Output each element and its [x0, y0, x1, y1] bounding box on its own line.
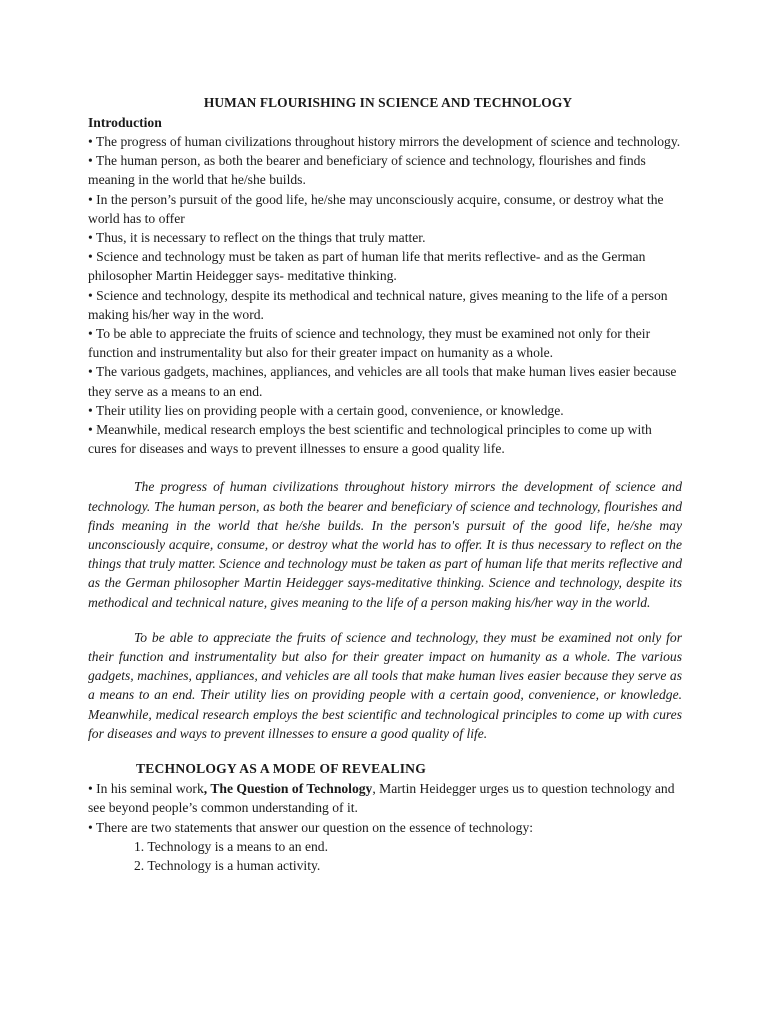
list-item: • In the person’s pursuit of the good life, he/she may unconsciously acquire, consume, or destroy what the world has to offer	[88, 191, 664, 226]
list-item: • Science and technology, despite its methodical and technical nature, gives meaning to the life of a person making his/her way in the word.	[88, 287, 668, 322]
list-item: • Thus, it is necessary to reflect on the things that truly matter.	[88, 230, 426, 246]
list-item	[88, 779, 682, 817]
document-title: HUMAN FLOURISHING IN SCIENCE AND TECHNOLOGY	[203, 95, 573, 110]
list-item: • The progress of human civilizations throughout history mirrors the development of science and technology.	[88, 134, 681, 149]
body-paragraph-2: To be able to appreciate the fruits of science and technology, they must be examined not only for their function and instrumentality but also for their greater impact on humanity as a whole. The various gadgets, machines, appliances, and vehicles are all tools that make human lives easier because they serve as a means to an end. Their utility lies on providing people with a certain good, convenience, or knowledge. Meanwhile, medical research employs the best scientific and technological principles to come up with cures for diseases and ways to prevent illnesses to ensure a good quality of life.	[88, 629, 682, 741]
numbered-list	[88, 837, 682, 875]
section-heading: TECHNOLOGY AS A MODE OF REVEALING	[136, 761, 426, 777]
book-title: , The Question of Technology	[203, 781, 373, 797]
bullet-text: , Martin Heidegger urges us to question technology and see beyond people’s common understanding of it.	[88, 781, 675, 816]
list-item: 2. Technology is a human activity.	[134, 857, 321, 873]
introduction-bullet-list	[88, 132, 682, 458]
introduction-label: Introduction	[88, 115, 162, 130]
section-2-bullet-list	[88, 779, 682, 837]
list-item: • Meanwhile, medical research employs the best scientific and technological principles to come up with cures for diseases and ways to prevent illnesses to ensure a good quality life.	[88, 422, 652, 457]
list-item: • The various gadgets, machines, appliances, and vehicles are all tools that make human lives easier because they serve as a means to an end.	[88, 364, 677, 399]
bullet-text: • In his seminal work	[88, 781, 204, 797]
list-item: • To be able to appreciate the fruits of science and technology, they must be examined not only for their function and instrumentality but also for their greater impact on humanity as a whole.	[88, 326, 651, 361]
body-paragraph-1: The progress of human civilizations throughout history mirrors the development of science and technology. The human person, as both the bearer and beneficiary of science and technology, flourishes and finds meaning in the world that he/she builds. In the person's pursuit of the good life, he/she may unconsciously acquire, consume, or destroy what the world has to offer. It is thus necessary to reflect on the things that truly matter. Science and technology must be taken as part of human life that merits reflective and as the German philosopher Martin Heidegger says-meditative thinking. Science and technology, despite its methodical and technical nature, gives meaning to the life of a person making his/her way in the world.	[88, 479, 682, 610]
list-item: • The human person, as both the bearer and beneficiary of science and technology, flourishes and finds meaning in the world that he/she builds.	[88, 153, 646, 188]
list-item: • Their utility lies on providing people with a certain good, convenience, or knowledge.	[88, 402, 564, 418]
list-item: • There are two statements that answer our question on the essence of technology:	[88, 819, 534, 835]
list-item: • Science and technology must be taken as part of human life that merits reflective- and as the German philosopher Martin Heidegger says- meditative thinking.	[88, 249, 646, 284]
list-item: 1. Technology is a means to an end.	[134, 838, 328, 854]
